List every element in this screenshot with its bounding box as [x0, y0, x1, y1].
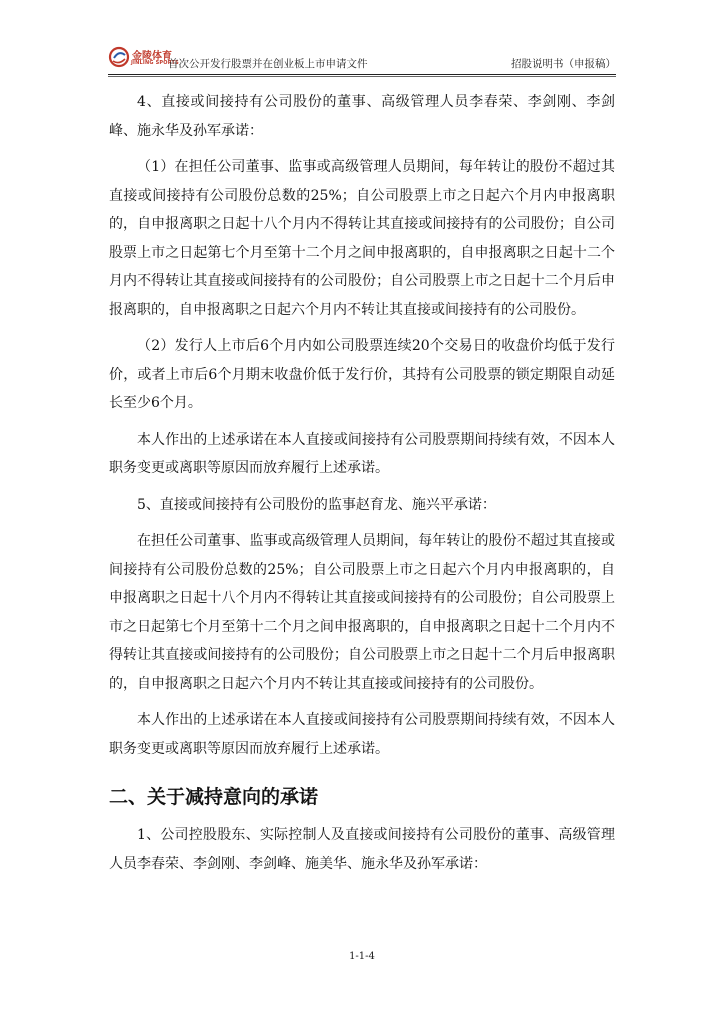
paragraph-directors-commitment: 4、直接或间接持有公司股份的董事、高级管理人员李春荣、李剑刚、李剑峰、施永华及孙军承诺： — [109, 94, 615, 139]
page-header — [108, 44, 616, 74]
paragraph-validity-statement-2: 本人作出的上述承诺在本人直接或间接持有公司股票期间持续有效，不因本人职务变更或离职等原因而放弃履行上述承诺。 — [109, 712, 615, 757]
section-heading: 二、关于减持意向的承诺 — [109, 786, 319, 808]
logo-emblem-icon — [108, 46, 130, 68]
company-logo — [108, 46, 179, 70]
header-divider-thin — [108, 76, 616, 77]
document-body — [109, 88, 615, 878]
paragraph-supervisors-clause: 在担任公司董事、监事或高级管理人员期间，每年转让的股份不超过其直接或间接持有公司股份总数的25%；自公司股票上市之日起六个月内申报离职的，自申报离职之日起十八个月内不得转让其直接或间接持有的公司股份；自公司股票上市之日起第七个月至第十二个月之间申报离职的，自申报离职之日起十二个月内不得转让其直接或间接持有的公司股份；自公司股票上市之日起十二个月后申报离职的，自申报离职之日起六个月内不转让其直接或间接持有的公司股份。 — [109, 533, 615, 692]
logo-english-text: JINLING SPORTS — [131, 60, 179, 66]
header-divider — [108, 74, 616, 75]
page-number: 1-1-4 — [349, 951, 375, 962]
paragraph-reduction-commitment: 1、公司控股股东、实际控制人及直接或间接持有公司股份的董事、高级管理人员李春荣、李剑刚、李剑峰、施美华、施永华及孙军承诺： — [109, 827, 615, 872]
paragraph-validity-statement: 本人作出的上述承诺在本人直接或间接持有公司股票期间持续有效，不因本人职务变更或离职等原因而放弃履行上述承诺。 — [109, 431, 615, 476]
header-document-type: 招股说明书（申报稿） — [511, 58, 616, 70]
paragraph-supervisors-commitment: 5、直接或间接持有公司股份的监事赵育龙、施兴平承诺： — [137, 496, 496, 513]
paragraph-clause-2: （2）发行人上市后6个月内如公司股票连续20个交易日的收盘价均低于发行价，或者上市后6个月期末收盘价低于发行价，其持有公司股票的锁定期限自动延长至少6个月。 — [109, 338, 615, 411]
paragraph-clause-1: （1）在担任公司董事、监事或高级管理人员期间，每年转让的股份不超过其直接或间接持有公司股份总数的25%；自公司股票上市之日起六个月内申报离职的，自申报离职之日起十八个月内不得转让其直接或间接持有的公司股份；自公司股票上市之日起第七个月至第十二个月之间申报离职的，自申报离职之日起十二个月内不得转让其直接或间接持有的公司股份；自公司股票上市之日起十二个月后申报离职的，自申报离职之日起六个月内不转让其直接或间接持有的公司股份。 — [109, 159, 615, 318]
header-document-title: 首次公开发行股票并在创业板上市申请文件 — [168, 58, 368, 70]
logo-chinese-text: 金陵体育 — [132, 51, 172, 62]
